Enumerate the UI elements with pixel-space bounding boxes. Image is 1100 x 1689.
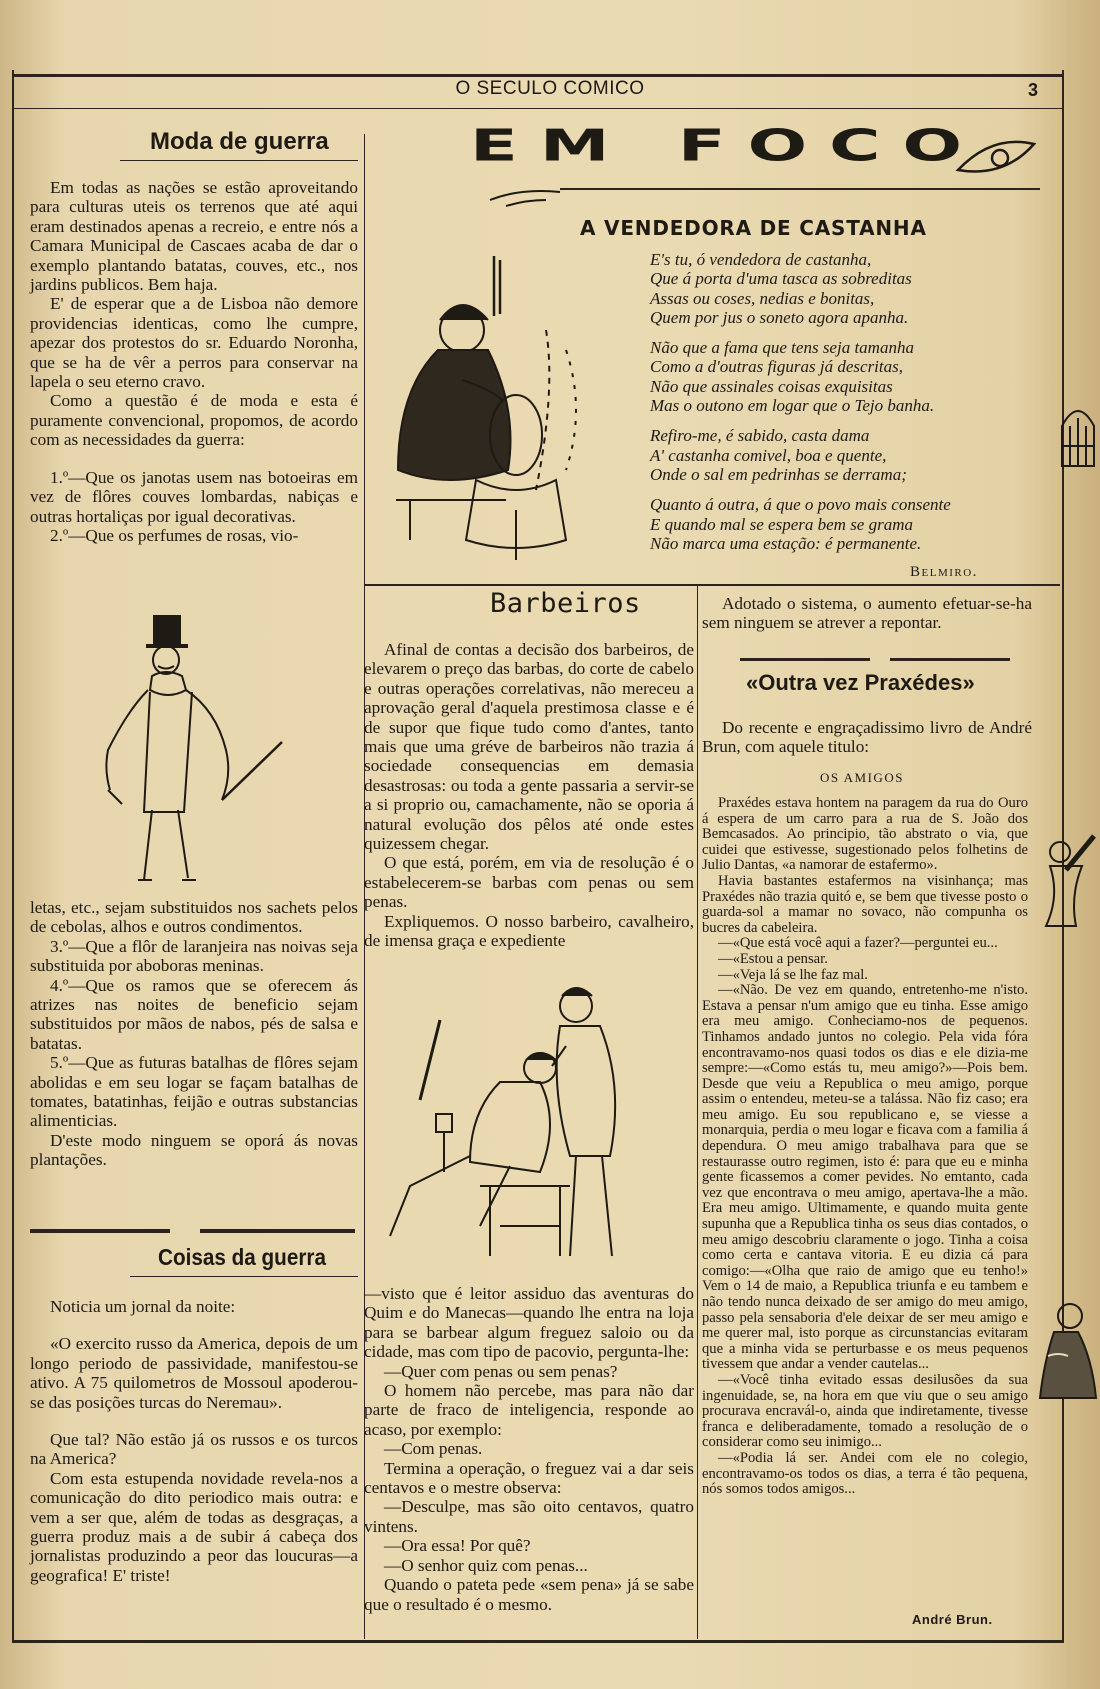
barbeiros-paragraph: Afinal de contas a decisão dos barbeiros, de elevarem o preço das barbas, do corte de cabelo e outras operações correlativas, não mereceu a aprovação geral d'aquela prestimosa classe e é de supor que fique tudo como d'antes, tanto mais que uma gréve de barbeiros não trazia á sociedade consequencias em demasia desastrosas: ou toda a gente passaria a servir-se a si proprio ou, camachamente, não se oporia á natural evolução dos pêlos até onde estes quizessem chegar. [364,640,694,854]
moda-paragraph: letas, etc., sejam substituidos nos sachets pelos de cebolas, alhos e outros condimentos. [30,898,358,937]
praxedes-intro [702,718,1032,757]
praxedes-article [702,796,1028,1498]
poem-stanza [650,338,1010,415]
coisas-paragraph: Que tal? Não estão já os russos e os turcos na America? [30,1430,358,1469]
poem-line: Onde o sal em pedrinhas se derrama; [650,464,907,484]
poem-line: Não que a fama que tens seja tamanha [650,338,914,358]
praxedes-paragraph: —«Podia lá ser. Andei com ele no colegio, encontravamo-os todos os dias, a terra é tão pequena, nós somos todos amigos... [702,1449,1028,1498]
barbeiros-article-part2 [364,1284,694,1614]
praxedes-paragraph: —«Que está você aqui a fazer?—perguntei eu... [718,935,998,952]
moda-paragraph: 5.º—Que as futuras batalhas de flôres sejam abolidas e em seu logar se façam batalhas de tomates, batatinhas, feijão e outras substancias alimenticias. [30,1053,358,1131]
praxedes-section-title: OS AMIGOS [820,770,904,785]
moda-paragraph: 4.º—Que os ramos que se oferecem ás atrizes nas noites de beneficio sejam substituidos por mãos de nabos, pés de salsa e batatas. [30,975,358,1053]
barbeiros-paragraph: Termina a operação, o freguez vai a dar seis centavos e o mestre observa: [364,1458,694,1498]
barbeiros-continuation-text: Adotado o sistema, o aumento efetuar-se-ha sem ninguem se atrever a repontar. [702,594,1032,633]
praxedes-paragraph: —«Veja lá se lhe faz mal. [718,966,868,983]
praxedes-paragraph: Havia bastantes estafermos na visinhança; mas Praxédes não trazia quitó e, se bem que tivesse posto o guarda-sol a mamar no sovaco, não compunha os bucres da cabeleira. [702,872,1028,936]
figure-doodle-icon [1034,1296,1100,1406]
birdcage-doodle-icon [1056,396,1100,476]
column-rule-2 [697,586,698,1639]
poem-line: E's tu, ó vendedora de castanha, [650,250,872,269]
poem-author: Belmiro. [910,564,978,580]
poem-line: Não que assinales coisas exquisitas [650,376,893,396]
section-separator [30,1229,170,1233]
coisas-title: Coisas da guerra [158,1244,326,1270]
coisas-article [30,1297,358,1585]
barbeiros-article-part1 [364,640,694,951]
dandy-illustration [90,610,300,885]
poem-line: Assas ou coses, nedias e bonitas, [650,288,875,308]
chestnut-seller-illustration [376,250,626,570]
poem-line: E quando mal se espera bem se grama [650,514,913,534]
barbeiros-paragraph: Quando o pateta pede «sem pena» já se sabe que o resultado é o mesmo. [364,1575,694,1614]
poem-stanza [650,495,1010,553]
praxedes-paragraph: —«Estou a pensar. [718,950,828,967]
em-foco-bottom-rule [365,584,1060,586]
coisas-paragraph: Com esta estupenda novidade revela-nos a comunicação do dito periodico mais outra: e vem a ser que, além de todas as desgraças, a guerra produz mais a de subir á cabeça dos jornalistas produzindo a peor das loucuras—a geografica! E' triste! [30,1468,358,1585]
poem-line: Refiro-me, é sabido, casta dama [650,426,870,446]
praxedes-title: «Outra vez Praxédes» [746,670,975,695]
coisas-paragraph: Noticia um jornal da noite: [50,1297,236,1316]
poem-stanza [650,426,1010,484]
poem-line: Quem por jus o soneto agora apanha. [650,307,909,327]
flourish-ornament-icon [486,184,566,208]
moda-paragraph: D'este modo ninguem se oporá ás novas plantações. [30,1130,358,1170]
praxedes-author: André Brun. [912,1612,993,1627]
em-foco-subtitle: A VENDEDORA DE CASTANHA [580,216,927,240]
barbeiros-paragraph: —O senhor quiz com penas... [384,1555,588,1575]
poem-line: Não marca uma estação: é permanente. [650,533,922,553]
barbeiros-paragraph: —Ora essa! Por quê? [384,1536,531,1556]
barbeiros-paragraph: —visto que é leitor assiduo das aventuras do Quim e do Manecas—quando lhe entra na loja para se barbear algum freguez saloio ou da cidade, mas com tipo de pacovio, pergunta-lhe: [364,1284,694,1362]
praxedes-paragraph: —«Não. De vez em quando, entretenho-me n'isto. Estava a pensar n'um amigo que eu tinha. Esse amigo era meu amigo. Conheciamo-nos de pequenos. Tinhamos andado juntos no colegio. Pela vida fóra encontravamo-nos quasi todos os dias e ele dizia-me sempre:—«Como estás tu, meu amigo?»—Pois bem. Desde que veiu a Republica o meu amigo, porque assim o entendeu, meteu-se a talássa. Não fiz caso; era meu amigo. Eu sou republicano e, se viesse a monarquia, perdia o meu logar e ficava com a familia á dependura. O meu amigo trabalhava para que se restaurasse outro regimen, isto é: para que eu e minha gente ficassemos a comer pevides. No emtanto, cada vez que encontrava o meu amigo, apertava-lhe a mão. Era meu amigo. Ultimamente, e quando muita gente supunha que a Republica tinha os seus dias contados, o meu amigo descobriu claramente o jogo. Tinha a coisa como certa e cantava vitoria. E eu dizia cá para comigo:—«Olha que raio de amigo que eu tenho!» Vem o 14 de maio, a Republica triunfa e eu tambem e não tendo nunca deixado de ser amigo do meu amigo, passo pela sensaboria d'ele deixar de ser meu amigo e me querer mal, isto porque as circunstancias evitaram que a minha vida se perturbasse e os meus pequenos tivessem que andar a vender cautelas... [702,982,1028,1373]
moda-paragraph: Como a questão é de moda e esta é puramente convencional, propomos, de acordo com as necessidades da guerra: [30,391,358,450]
page-number: 3 [1027,80,1038,100]
section-separator [890,658,1010,661]
em-foco-poem [650,250,1010,564]
moda-title-underline [120,160,358,161]
barbeiros-paragraph: O que está, porém, em via de resolução é o estabelecerem-se barbas com penas ou sem penas. [364,853,694,912]
moda-paragraph: 2.º—Que os perfumes de rosas, vio- [50,525,299,545]
barbeiros-paragraph: Expliquemos. O nosso barbeiro, cavalheiro, de imensa graça e expediente [364,911,694,951]
barbeiros-paragraph: —Quer com penas ou sem penas? [384,1361,618,1381]
poem-line: Como a d'outras figuras já descritas, [650,357,903,377]
masthead-title: O SECULO COMICO [455,78,645,99]
poem-line: Quanto á outra, á que o povo mais consente [650,495,951,515]
moda-paragraph: Em todas as nações se estão aproveitando para culturas uteis os terrenos que até aqui eram destinados apenas a recreio, e entre nós a Camara Municipal de Cascaes acaba de dar o exemplo plantando batatas, couves, etc., nos jardins publicos. Bem haja. [30,178,358,295]
eye-ornament-icon [952,136,1042,188]
coisas-paragraph: «O exercito russo da America, depois de um longo periodo de passividade, manifestou-se ativo. A 75 quilometros de Mossoul apoderou-se das posições turcas do Neremau». [30,1334,358,1412]
praxedes-paragraph: Praxédes estava hontem na paragem da rua do Ouro á espera de um carro para a rua de S. João dos Bemcasados. Ao principio, tão abstrato o via, que cuidei que estivesse, sugestionado pelos folhetins de Julio Dantas, «a namorar de estafermo». [702,795,1028,874]
barber-illustration [380,976,670,1276]
em-foco-underline [560,188,1040,190]
moda-title: Moda de guerra [150,128,329,155]
barbeiros-paragraph: O homem não percebe, mas para não dar parte de fraco de inteligencia, responde ao acaso, por exemplo: [364,1381,694,1439]
moda-paragraph: 1.º—Que os janotas usem nas botoeiras em vez de flôres couves lombardas, nabiças e outras hortaliças por igual decorativas. [30,467,358,526]
coisas-title-underline [130,1276,358,1277]
moda-paragraph: E' de esperar que a de Lisboa não demore providencias identicas, como lhe cumpre, apezar dos protestos do sr. Eduardo Noronha, que se ha de vêr a perros para conservar na lapela o seu eterno cravo. [30,294,358,392]
praxedes-intro-text: Do recente e engraçadissimo livro de André Brun, com aquele titulo: [702,718,1032,757]
poem-line: Mas o outono em logar que o Tejo banha. [650,396,935,416]
section-separator [740,658,870,661]
poem-line: Que á porta d'uma tasca as sobreditas [650,269,912,289]
moda-paragraph: 3.º—Que a flôr de laranjeira nas noivas seja substituida por aboboras meninas. [30,936,358,976]
barbeiros-paragraph: —Com penas. [384,1439,483,1459]
barbeiros-paragraph: —Desculpe, mas são oito centavos, quatro vintens. [364,1497,694,1536]
barbeiros-title: Barbeiros [490,588,641,619]
section-separator [200,1229,355,1233]
praxedes-paragraph: —«Você tinha evitado essas desilusões da sua ingenuidade, se, na hora em que viu que o seu amigo procurava encravál-o, ainda que indiretamente, tivesse franca e deliberadamente, tomado a resolução de o considerar como seu inimigo... [702,1371,1028,1451]
moda-article-part2 [30,898,358,1170]
barbeiros-continuation [702,594,1032,633]
figure-doodle-icon [1040,830,1100,940]
em-foco-title: EM FOCO [470,120,985,172]
moda-article-part1 [30,178,358,545]
poem-line: A' castanha comivel, boa e quente, [650,445,887,465]
poem-stanza [650,250,1010,327]
